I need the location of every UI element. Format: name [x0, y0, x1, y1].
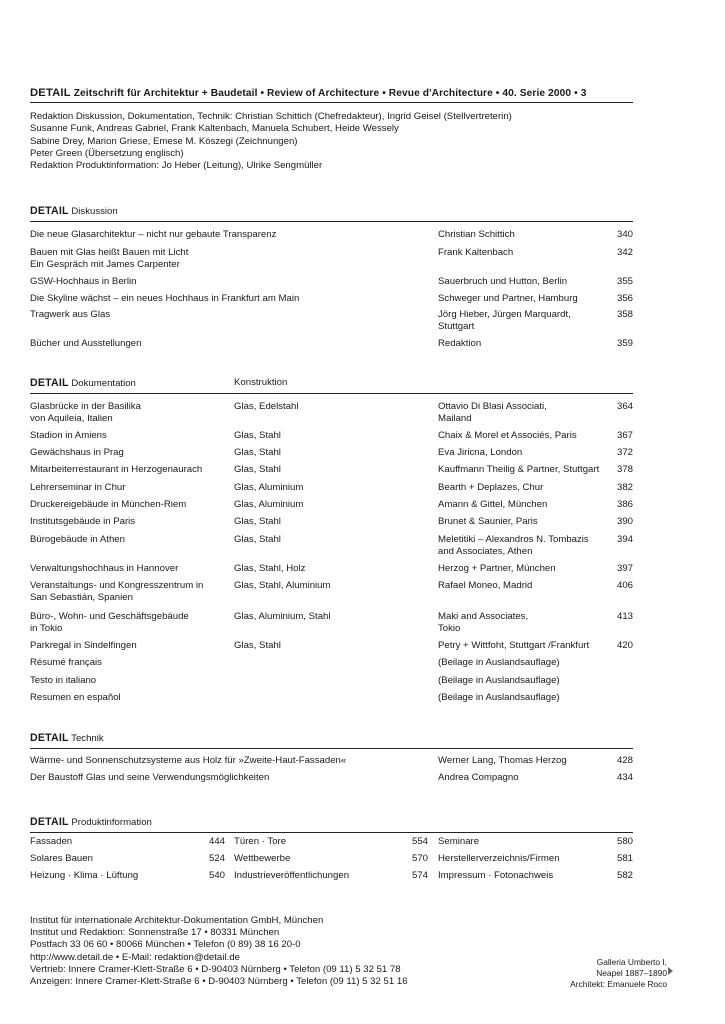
- entry-title-line: Glasbrücke in der Basilika: [30, 401, 141, 412]
- entry-author-line: Redaktion: [438, 338, 482, 349]
- entry-author: [438, 640, 608, 652]
- entry-title: [30, 516, 230, 528]
- entry-title-line: Testo in italiano: [30, 675, 97, 686]
- entry-author: [438, 692, 608, 704]
- entry-author: [438, 563, 608, 575]
- entry-author: [438, 516, 608, 528]
- section-label: Dokumentation: [71, 378, 136, 389]
- entry-title: [30, 657, 230, 669]
- entry-author-line: Bearth + Deplazes, Chur: [438, 482, 544, 493]
- entry-author: [438, 464, 608, 476]
- entry-page-number: 364: [616, 401, 633, 412]
- product-category[interactable]: Industrieveröffentlichungen: [234, 870, 350, 881]
- entry-author: [438, 755, 608, 767]
- caption-line: Galleria Umberto I,: [596, 957, 667, 967]
- entry-page-number: 390: [616, 516, 633, 527]
- editorial-line: Sabine Drey, Marion Griese, Emese M. Köszegi (Zeichnungen): [30, 135, 298, 147]
- entry-page-number: 406: [616, 580, 633, 591]
- entry-construction: Glas, Stahl: [234, 430, 281, 441]
- entry-title: [30, 247, 430, 271]
- entry-author-line: Herzog + Partner, München: [438, 563, 556, 574]
- entry-author-line: Christian Schittich: [438, 229, 515, 240]
- entry-title-line: von Aquileia, Italien: [30, 413, 113, 424]
- entry-title-line: Bauen mit Glas heißt Bauen mit Licht: [30, 247, 189, 258]
- section-heading-diskussion: [30, 205, 118, 217]
- entry-title: [30, 447, 230, 459]
- editorial-line: Redaktion Diskussion, Dokumentation, Technik: Christian Schittich (Chefredakteur), Ingrid Geisel (Stellvertreterin): [30, 111, 512, 122]
- section-brand: DETAIL: [30, 732, 69, 744]
- entry-author-line: Ottavio Di Blasi Associati,: [438, 401, 547, 412]
- product-page-number: 540: [208, 870, 225, 881]
- entry-author: [438, 276, 608, 288]
- entry-author-line: Meletitiki – Alexandros N. Tombazis: [438, 534, 589, 545]
- entry-construction: Glas, Aluminium: [234, 499, 304, 510]
- entry-title: [30, 692, 230, 704]
- section-heading-dokumentation: [30, 377, 136, 389]
- masthead: [30, 87, 633, 99]
- entry-title: [30, 276, 430, 288]
- entry-page-number: 413: [616, 611, 633, 622]
- product-category[interactable]: Türen · Tore: [234, 836, 287, 847]
- entry-title-line: Bücher und Ausstellungen: [30, 338, 142, 349]
- entry-author-line: Schweger und Partner, Hamburg: [438, 293, 578, 304]
- publisher-footer: [30, 915, 450, 988]
- entry-author-line: and Associates, Athen: [438, 546, 533, 557]
- product-category[interactable]: Impressum · Fotonachweis: [438, 870, 554, 881]
- entry-page-number: 342: [616, 247, 633, 258]
- section-brand: DETAIL: [30, 205, 69, 217]
- footer-line: http://www.detail.de • E-Mail: redaktion@detail.de: [30, 951, 240, 963]
- entry-title: [30, 611, 230, 635]
- entry-page-number: 359: [616, 338, 633, 349]
- product-page-number: 581: [616, 853, 633, 864]
- entry-author-line: Rafael Moneo, Madrid: [438, 580, 533, 591]
- entry-author: [438, 580, 608, 592]
- product-category[interactable]: Seminare: [438, 836, 480, 847]
- entry-author: [438, 338, 608, 350]
- entry-page-number: 386: [616, 499, 633, 510]
- entry-author: [438, 247, 608, 259]
- entry-author-line: Mailand: [438, 413, 472, 424]
- entry-title-line: Büro-, Wohn- und Geschäftsgebäude: [30, 611, 189, 622]
- entry-title: [30, 229, 430, 241]
- entry-page-number: 378: [616, 464, 633, 475]
- entry-page-number: 420: [616, 640, 633, 651]
- entry-title: [30, 338, 430, 350]
- entry-title: [30, 430, 230, 442]
- entry-title: [30, 293, 430, 305]
- entry-page-number: 340: [616, 229, 633, 240]
- entry-title-line: Mitarbeiterrestaurant in Herzogenaurach: [30, 464, 203, 475]
- entry-author: [438, 772, 608, 784]
- entry-author-line: Chaix & Morel et Associés, Paris: [438, 430, 577, 441]
- entry-author-line: Jörg Hieber, Jürgen Marquardt,: [438, 309, 571, 320]
- product-category[interactable]: Herstellerverzeichnis/Firmen: [438, 853, 560, 864]
- entry-author-line: Kauffmann Theilig & Partner, Stuttgart: [438, 464, 600, 475]
- entry-construction: Glas, Stahl: [234, 534, 281, 545]
- cover-caption: [527, 957, 667, 990]
- entry-page-number: 356: [616, 293, 633, 304]
- entry-author-line: Sauerbruch und Hutton, Berlin: [438, 276, 568, 287]
- product-page-number: 580: [616, 836, 633, 847]
- entry-title: [30, 534, 230, 546]
- entry-construction: Glas, Stahl: [234, 447, 281, 458]
- editorial-line: Peter Green (Übersetzung englisch): [30, 147, 184, 159]
- entry-title: [30, 755, 430, 767]
- entry-title-line: Der Baustoff Glas und seine Verwendungsmöglichkeiten: [30, 772, 270, 783]
- entry-author-line: Werner Lang, Thomas Herzog: [438, 755, 567, 766]
- entry-title-line: Die neue Glasarchitektur – nicht nur gebaute Transparenz: [30, 229, 277, 240]
- footer-line: Institut für internationale Architektur-Dokumentation GmbH, München: [30, 915, 324, 926]
- section-rule: [30, 748, 633, 749]
- entry-author: [438, 611, 608, 635]
- entry-author-line: Amann & Gittel, München: [438, 499, 548, 510]
- entry-construction: Glas, Stahl: [234, 464, 281, 475]
- caption-arrow-icon: [668, 967, 673, 975]
- entry-page-number: 355: [616, 276, 633, 287]
- product-page-number: 524: [208, 853, 225, 864]
- entry-author: [438, 293, 608, 305]
- product-page-number: 582: [616, 870, 633, 881]
- entry-author-line: Tokio: [438, 623, 461, 634]
- entry-page-number: 367: [616, 430, 633, 441]
- footer-line: Institut und Redaktion: Sonnenstraße 17 • 80331 München: [30, 927, 280, 939]
- entry-author: [438, 499, 608, 511]
- entry-title-line: in Tokio: [30, 623, 63, 634]
- section-label: Diskussion: [71, 206, 118, 217]
- column-heading-konstruktion: Konstruktion: [234, 377, 288, 388]
- entry-author-line: (Beilage in Auslandsauflage): [438, 657, 560, 668]
- entry-title-line: Gewächshaus in Prag: [30, 447, 124, 458]
- section-label: Produktinformation: [71, 817, 152, 828]
- entry-construction: Glas, Edelstahl: [234, 401, 299, 412]
- entry-title-line: Wärme- und Sonnenschutzsysteme aus Holz für »Zweite-Haut-Fassaden«: [30, 755, 347, 766]
- masthead-brand: DETAIL: [30, 87, 71, 99]
- entry-title-line: Ein Gespräch mit James Carpenter: [30, 259, 180, 270]
- entry-page-number: 394: [616, 534, 633, 545]
- entry-page-number: 382: [616, 482, 633, 493]
- entry-author-line: Eva Jiricna, London: [438, 447, 523, 458]
- entry-author: [438, 447, 608, 459]
- entry-page-number: 434: [616, 772, 633, 783]
- product-category[interactable]: Solares Bauen: [30, 853, 93, 864]
- product-page-number: 444: [208, 836, 225, 847]
- entry-construction: Glas, Stahl, Holz: [234, 563, 306, 574]
- entry-title: [30, 580, 230, 604]
- entry-page-number: 372: [616, 447, 633, 458]
- entry-page-number: 428: [616, 755, 633, 766]
- entry-title-line: Verwaltungshochhaus in Hannover: [30, 563, 179, 574]
- entry-title-line: Parkregal in Sindelfingen: [30, 640, 137, 651]
- entry-title-line: Die Skyline wächst – ein neues Hochhaus in Frankfurt am Main: [30, 293, 300, 304]
- entry-author-line: Frank Kaltenbach: [438, 247, 514, 258]
- entry-author: [438, 430, 608, 442]
- caption-line: Neapel 1887–1890: [596, 968, 667, 978]
- editorial-line: Susanne Funk, Andreas Gabriel, Frank Kaltenbach, Manuela Schubert, Heide Wessely: [30, 123, 399, 135]
- entry-title-line: Stadion in Amiens: [30, 430, 107, 441]
- entry-author-line: Brunet & Saunier, Paris: [438, 516, 538, 527]
- entry-title-line: San Sebastián, Spanien: [30, 592, 133, 603]
- entry-construction: Glas, Aluminium, Stahl: [234, 611, 331, 622]
- entry-title-line: Lehrerseminar in Chur: [30, 482, 126, 493]
- entry-author-line: Petry + Wittfoht, Stuttgart /Frankfurt: [438, 640, 590, 651]
- entry-title: [30, 499, 230, 511]
- footer-line: Postfach 33 06 60 • 80066 München • Telefon (0 89) 38 16 20-0: [30, 939, 301, 951]
- entry-construction: Glas, Stahl: [234, 640, 281, 651]
- entry-author: [438, 482, 608, 494]
- entry-title-line: Institutsgebäude in Paris: [30, 516, 136, 527]
- entry-title: [30, 563, 230, 575]
- entry-author: [438, 675, 608, 687]
- entry-title: [30, 640, 230, 652]
- masthead-text: Zeitschrift für Architektur + Baudetail • Review of Architecture • Revue d'Architecture • 40. Serie 2000 • 3: [73, 88, 587, 99]
- entry-author-line: (Beilage in Auslandsauflage): [438, 692, 560, 703]
- product-page-number: 574: [411, 870, 428, 881]
- entry-author: [438, 309, 608, 333]
- section-label: Technik: [71, 733, 104, 744]
- product-category[interactable]: Fassaden: [30, 836, 73, 847]
- entry-page-number: 358: [616, 309, 633, 320]
- entry-page-number: 397: [616, 563, 633, 574]
- entry-construction: Glas, Aluminium: [234, 482, 304, 493]
- entry-title: [30, 401, 230, 425]
- entry-author: [438, 229, 608, 241]
- entry-title-line: Bürogebäude in Athen: [30, 534, 125, 545]
- entry-title: [30, 309, 430, 321]
- entry-title: [30, 464, 230, 476]
- footer-line: Vertrieb: Innere Cramer-Klett-Straße 6 • D-90403 Nürnberg • Telefon (09 11) 5 32 51 78: [30, 963, 401, 975]
- entry-title: [30, 482, 230, 494]
- entry-title-line: Resumen en español: [30, 692, 121, 703]
- entry-construction: Glas, Stahl: [234, 516, 281, 527]
- editorial-credits: [30, 111, 650, 172]
- entry-title-line: Druckereigebäude in München-Riem: [30, 499, 187, 510]
- section-brand: DETAIL: [30, 377, 69, 389]
- entry-title-line: GSW-Hochhaus in Berlin: [30, 276, 137, 287]
- entry-title: [30, 772, 430, 784]
- entry-construction: Glas, Stahl, Aluminium: [234, 580, 331, 591]
- masthead-rule: [30, 102, 633, 103]
- entry-title: [30, 675, 230, 687]
- section-rule: [30, 832, 633, 833]
- editorial-line: Redaktion Produktinformation: Jo Heber (Leitung), Ulrike Sengmüller: [30, 160, 323, 172]
- caption-line: Architekt: Emanuele Roco: [570, 979, 667, 989]
- entry-author-line: Andrea Compagno: [438, 772, 519, 783]
- product-category[interactable]: Heizung · Klima · Lüftung: [30, 870, 139, 881]
- section-heading-technik: [30, 732, 104, 744]
- entry-title-line: Veranstaltungs- und Kongresszentrum in: [30, 580, 204, 591]
- entry-title-line: Tragwerk aus Glas: [30, 309, 111, 320]
- section-rule: [30, 221, 633, 222]
- entry-author-line: (Beilage in Auslandsauflage): [438, 675, 560, 686]
- section-heading-produktinformation: [30, 816, 152, 828]
- entry-author: [438, 534, 608, 558]
- section-rule: [30, 393, 633, 394]
- footer-line: Anzeigen: Innere Cramer-Klett-Straße 6 • D-90403 Nürnberg • Telefon (09 11) 5 32 51 16: [30, 976, 408, 988]
- entry-author: [438, 657, 608, 669]
- entry-author: [438, 401, 608, 425]
- section-brand: DETAIL: [30, 816, 69, 828]
- entry-title-line: Résumé français: [30, 657, 102, 668]
- product-category[interactable]: Wettbewerbe: [234, 853, 291, 864]
- product-page-number: 570: [411, 853, 428, 864]
- product-page-number: 554: [411, 836, 428, 847]
- entry-author-line: Stuttgart: [438, 321, 475, 332]
- entry-author-line: Maki and Associates,: [438, 611, 529, 622]
